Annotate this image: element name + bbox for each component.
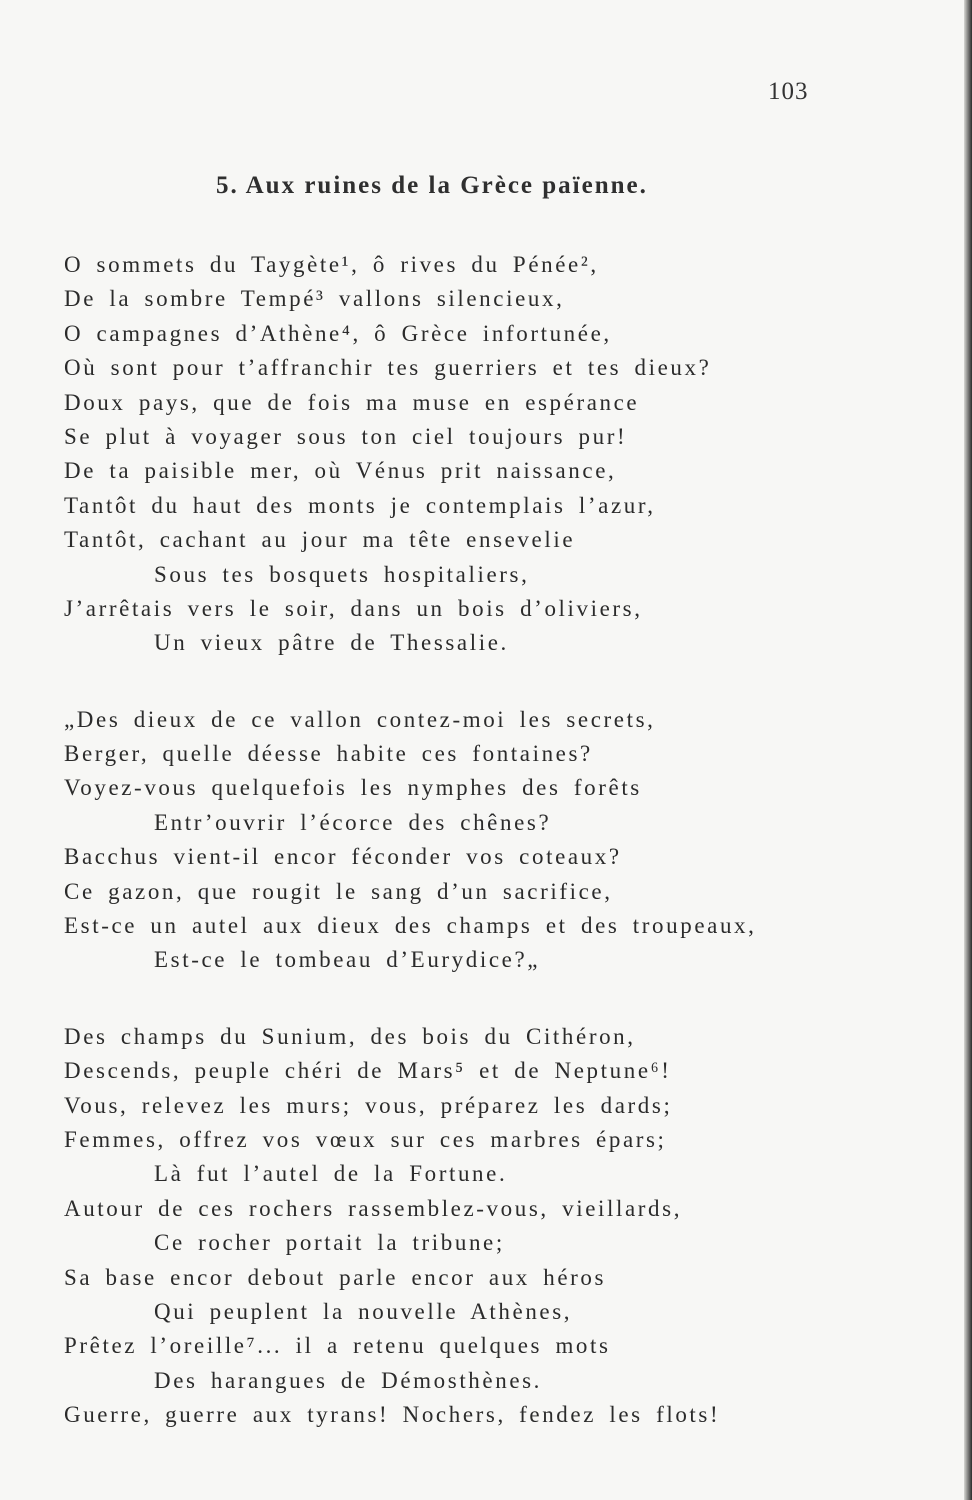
stanza-1	[64, 248, 824, 661]
verse-line: Femmes, offrez vos vœux sur ces marbres épars;	[64, 1126, 667, 1152]
verse-line: Berger, quelle déesse habite ces fontaines?	[64, 741, 593, 767]
verse-line: Est-ce le tombeau d’Eurydice?„	[154, 947, 541, 973]
verse-line: Vous, relevez les murs; vous, préparez les dards;	[64, 1092, 673, 1118]
page-number: 103	[768, 78, 809, 105]
verse-line: „Des dieux de ce vallon contez-moi les secrets,	[64, 706, 656, 732]
verse-line: J’arrêtais vers le soir, dans un bois d’oliviers,	[64, 595, 643, 621]
verse-line: De la sombre Tempé³ vallons silencieux,	[64, 286, 565, 312]
verse-line: Ce rocher portait la tribune;	[154, 1230, 505, 1256]
verse-line: Tantôt du haut des monts je contemplais l’azur,	[64, 492, 656, 518]
verse-line: Guerre, guerre aux tyrans! Nochers, fendez les flots!	[64, 1402, 721, 1428]
stanza-3	[64, 1020, 824, 1433]
verse-line: Voyez-vous quelquefois les nymphes des forêts	[64, 775, 642, 801]
verse-line: Un vieux pâtre de Thessalie.	[154, 630, 509, 656]
verse-line: O campagnes d’Athène⁴, ô Grèce infortunée,	[64, 320, 612, 346]
verse-line: Autour de ces rochers rassemblez-vous, vieillards,	[64, 1195, 683, 1221]
stanza-2	[64, 703, 824, 978]
verse-line: Prêtez l’oreille⁷... il a retenu quelques mots	[64, 1333, 611, 1359]
verse-line: Entr’ouvrir l’écorce des chênes?	[154, 809, 552, 835]
verse-line: Descends, peuple chéri de Mars⁵ et de Neptune⁶!	[64, 1058, 672, 1084]
stanza-gap	[64, 661, 824, 703]
verse-line: Est-ce un autel aux dieux des champs et des troupeaux,	[64, 913, 757, 939]
verse-line: Doux pays, que de fois ma muse en espérance	[64, 389, 640, 415]
verse-line: Des harangues de Démosthènes.	[154, 1367, 543, 1393]
poem-body	[64, 248, 824, 1433]
verse-line: Tantôt, cachant au jour ma tête ensevelie	[64, 527, 576, 553]
stanza-gap	[64, 978, 824, 1020]
verse-line: De ta paisible mer, où Vénus prit naissance,	[64, 458, 617, 484]
verse-line: O sommets du Taygète¹, ô rives du Pénée²,	[64, 252, 599, 277]
page-edge-shadow	[964, 0, 972, 1500]
verse-line: Bacchus vient-il encor féconder vos coteaux?	[64, 844, 622, 870]
verse-line: Où sont pour t’affranchir tes guerriers et tes dieux?	[64, 355, 712, 381]
verse-line: Là fut l’autel de la Fortune.	[154, 1161, 508, 1187]
poem-title: 5. Aux ruines de la Grèce païenne.	[216, 172, 648, 199]
verse-line: Sous tes bosquets hospitaliers,	[154, 561, 530, 587]
verse-line: Qui peuplent la nouvelle Athènes,	[154, 1298, 573, 1324]
verse-line: Ce gazon, que rougit le sang d’un sacrifice,	[64, 878, 613, 904]
verse-line: Sa base encor debout parle encor aux héros	[64, 1264, 607, 1290]
verse-line: Se plut à voyager sous ton ciel toujours pur!	[64, 423, 628, 449]
verse-line: Des champs du Sunium, des bois du Cithéron,	[64, 1023, 636, 1049]
